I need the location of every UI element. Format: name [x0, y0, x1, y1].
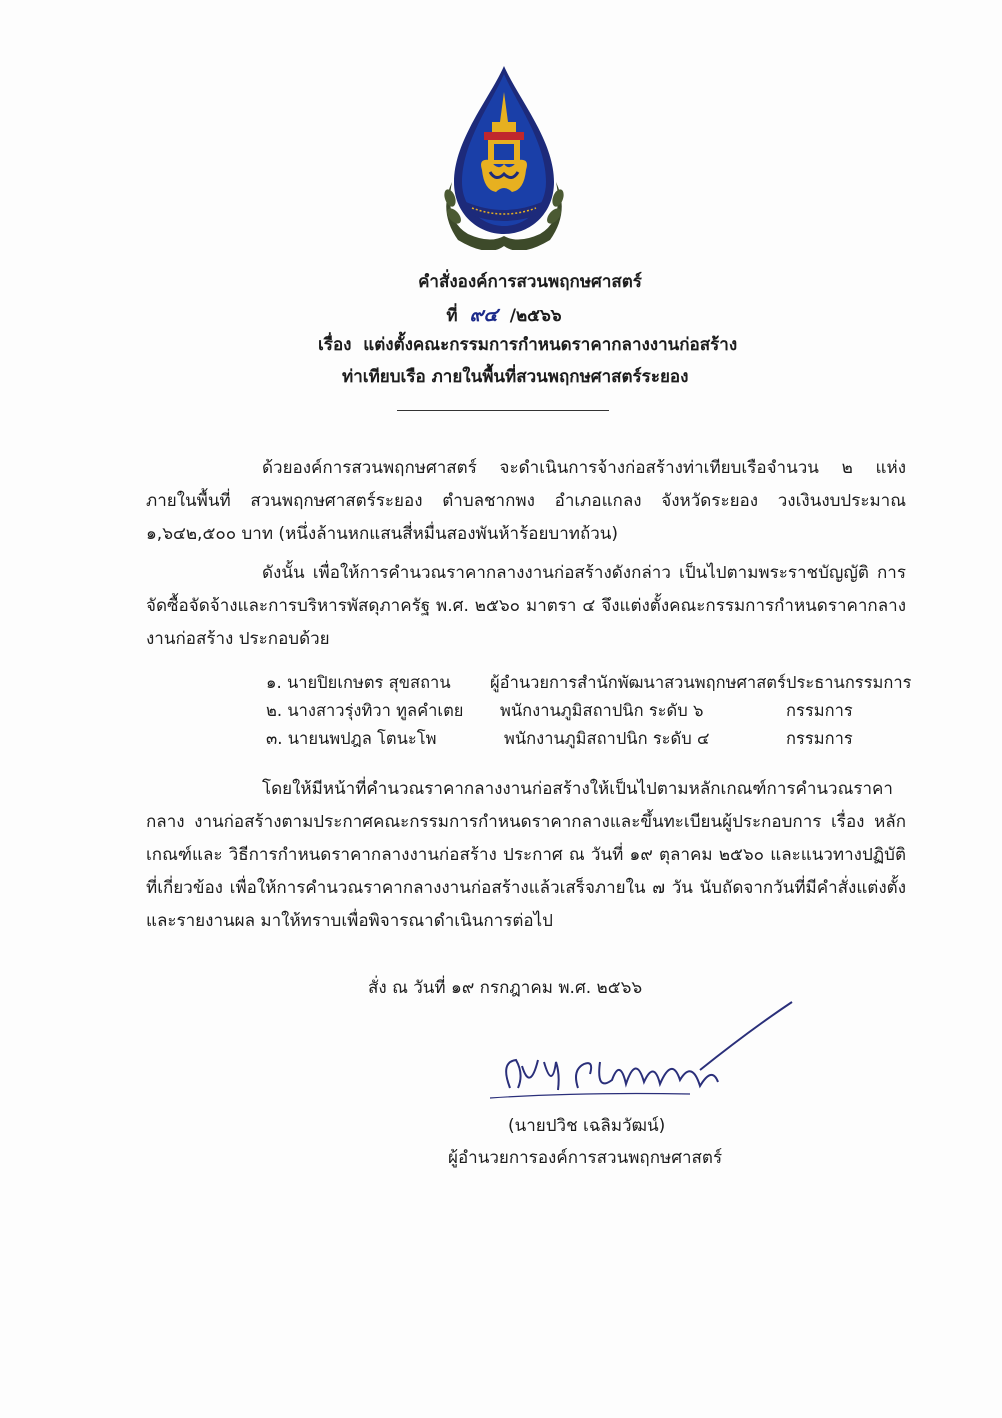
- member-name: ๑. นายปิยเกษตร สุขสถาน: [266, 673, 451, 692]
- member-row: [266, 670, 912, 698]
- member-role: กรรมการ: [786, 701, 853, 720]
- member-position: ผู้อำนวยการสำนักพัฒนาสวนพฤกษศาสตร์: [490, 673, 786, 692]
- signatory-name: (นายปวิช เฉลิมวัฒน์): [508, 1116, 666, 1136]
- member-position: พนักงานภูมิสถาปนิก ระดับ ๖: [500, 701, 704, 720]
- subject-label: เรื่อง: [318, 335, 352, 355]
- order-number-year: /๒๕๖๖: [509, 306, 562, 326]
- subject-text-1: แต่งตั้งคณะกรรมการกำหนดราคากลางงานก่อสร้าง: [363, 335, 738, 355]
- member-name: ๒. นางสาวรุ่งทิวา ทูลคำเตย: [266, 701, 464, 720]
- order-title: คำสั่งองค์การสวนพฤกษศาสตร์: [418, 272, 642, 292]
- member-role: กรรมการ: [786, 729, 853, 748]
- divider-line: [397, 410, 609, 411]
- member-row: [266, 698, 906, 726]
- organization-logo: [432, 62, 576, 250]
- subject-line-2: ท่าเทียบเรือ ภายในพื้นที่สวนพฤกษศาสตร์ระยอง: [342, 367, 689, 387]
- issued-date: สั่ง ณ วันที่ ๑๙ กรกฎาคม พ.ศ. ๒๕๖๖: [368, 978, 643, 998]
- paragraph-appointment: ดังนั้น เพื่อให้การคำนวณราคากลางงานก่อสร้างดังกล่าว เป็นไปตามพระราชบัญญัติ การจัดซื้อจัดจ้างและการบริหารพัสดุภาครัฐ พ.ศ. ๒๕๖๐ มาตรา ๔ จึงแต่งตั้งคณะกรรมการกำหนดราคากลาง งานก่อสร้าง ประกอบด้วย: [146, 563, 906, 649]
- order-number-handwritten: ๙๔: [469, 304, 498, 326]
- order-number-prefix: ที่: [446, 306, 458, 326]
- paragraph-intro: ด้วยองค์การสวนพฤกษศาสตร์ จะดำเนินการจ้างก่อสร้างท่าเทียบเรือจำนวน ๒ แห่ง ภายในพื้นที่ สวนพฤกษศาสตร์ระยอง ตำบลชากพง อำเภอแกลง จังหวัดระยอง วงเงินงบประมาณ ๑,๖๔๒,๕๐๐ บาท (หนึ่งล้านหกแสนสี่หมื่นสองพันห้าร้อยบาทถ้วน): [146, 458, 906, 544]
- member-role: ประธานกรรมการ: [786, 673, 912, 692]
- handwritten-signature: [460, 1000, 800, 1110]
- member-position: พนักงานภูมิสถาปนิก ระดับ ๔: [504, 729, 710, 748]
- member-name: ๓. นายนพปฎล โตนะโพ: [266, 729, 437, 748]
- paragraph-duties: โดยให้มีหน้าที่คำนวณราคากลางงานก่อสร้างให้เป็นไปตามหลักเกณฑ์การคำนวณราคากลาง งานก่อสร้างตามประกาศคณะกรรมการกำหนดราคากลางและขึ้นทะเบียนผู้ประกอบการ เรื่อง หลักเกณฑ์และ วิธีการกำหนดราคากลางงานก่อสร้าง ประกาศ ณ วันที่ ๑๙ ตุลาคม ๒๕๖๐ และแนวทางปฏิบัติที่เกี่ยวข้อง เพื่อให้การคำนวณราคากลางงานก่อสร้างแล้วเสร็จภายใน ๗ วัน นับถัดจากวันที่มีคำสั่งแต่งตั้ง และรายงานผล มาให้ทราบเพื่อพิจารณาดำเนินการต่อไป: [146, 779, 906, 931]
- committee-members: [266, 670, 912, 754]
- signatory-position: ผู้อำนวยการองค์การสวนพฤกษศาสตร์: [448, 1148, 723, 1168]
- subject-line-1: [318, 331, 737, 358]
- member-row: [266, 726, 906, 754]
- order-number: [404, 300, 604, 330]
